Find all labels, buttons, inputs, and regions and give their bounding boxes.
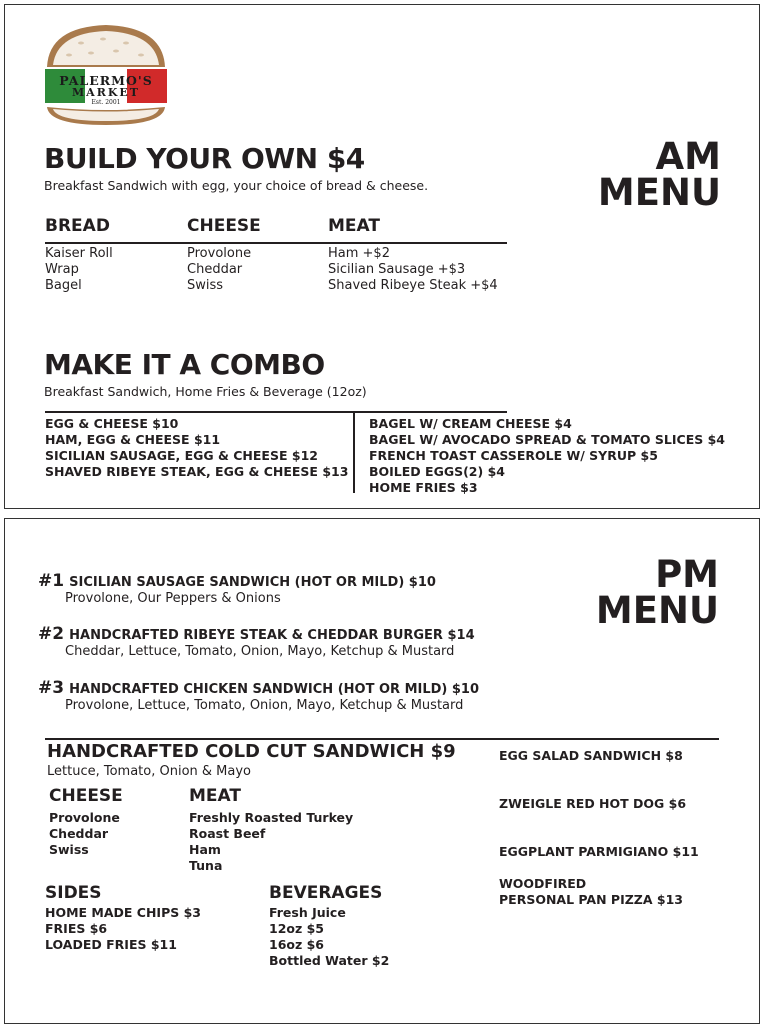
pm-title-line2: MENU (595, 589, 719, 632)
hot-dog-item: ZWEIGLE RED HOT DOG $6 (499, 796, 687, 811)
list-item: HAM, EGG & CHEESE $11 (45, 432, 221, 447)
list-item: Fresh Juice (269, 905, 346, 920)
special-number: #1 (38, 571, 65, 591)
list-item: Swiss (49, 842, 89, 857)
list-item: FRIES $6 (45, 921, 108, 936)
list-item: BOILED EGGS(2) $4 (369, 464, 505, 479)
logo-name: PALERMO'S (59, 73, 153, 88)
am-title-line2: MENU (597, 171, 721, 214)
cheese-heading: CHEESE (187, 216, 261, 236)
list-item: BAGEL W/ CREAM CHEESE $4 (369, 416, 572, 431)
sides-list (45, 905, 201, 953)
list-item: Kaiser Roll (45, 246, 113, 261)
combo-right-list (369, 416, 725, 496)
list-item: Wrap (45, 262, 79, 277)
bread-list (45, 246, 113, 294)
list-item: HOME MADE CHIPS $3 (45, 905, 201, 920)
list-item: Provolone (49, 810, 120, 825)
special-title: SICILIAN SAUSAGE SANDWICH (HOT OR MILD) $10 (69, 575, 436, 590)
cheese-list (187, 246, 251, 294)
list-item: FRENCH TOAST CASSEROLE W/ SYRUP $5 (369, 448, 658, 463)
list-item: Tuna (189, 858, 223, 873)
bread-heading: BREAD (45, 216, 110, 236)
list-item: HOME FRIES $3 (369, 480, 478, 495)
pm-cheese-heading: CHEESE (49, 786, 123, 806)
logo-market: MARKET (72, 86, 140, 99)
pm-cheese-list (49, 810, 120, 858)
pm-menu-panel (4, 518, 760, 1024)
special-description: Provolone, Our Peppers & Onions (65, 591, 281, 606)
build-divider (45, 242, 507, 244)
special-2 (38, 624, 475, 659)
special-description: Provolone, Lettuce, Tomato, Onion, Mayo, Ketchup & Mustard (65, 698, 464, 713)
cold-cut-heading: HANDCRAFTED COLD CUT SANDWICH $9 (47, 741, 456, 762)
meat-list (328, 246, 498, 294)
list-item: LOADED FRIES $11 (45, 937, 177, 952)
combo-left-list (45, 416, 348, 480)
egg-salad-item: EGG SALAD SANDWICH $8 (499, 748, 683, 763)
logo-established: Est. 2001 (91, 99, 121, 106)
list-item: 16oz $6 (269, 937, 325, 952)
pm-divider (45, 738, 719, 740)
special-description: Cheddar, Lettuce, Tomato, Onion, Mayo, Ketchup & Mustard (65, 644, 455, 659)
am-menu-panel (4, 4, 760, 509)
special-number: #3 (38, 678, 65, 698)
special-1 (38, 571, 436, 606)
combo-divider (45, 411, 507, 413)
am-menu-title (597, 135, 721, 214)
build-your-own-heading: BUILD YOUR OWN $4 (44, 142, 365, 175)
list-item: Swiss (187, 278, 224, 293)
special-3 (38, 678, 479, 713)
list-item: Cheddar (187, 262, 243, 277)
sides-heading: SIDES (45, 883, 102, 903)
list-item: EGG & CHEESE $10 (45, 416, 179, 431)
list-item: Provolone (187, 246, 252, 261)
eggplant-item: EGGPLANT PARMIGIANO $11 (499, 844, 699, 859)
combo-column-divider (353, 411, 355, 493)
palermos-market-logo (41, 21, 171, 127)
list-item: Shaved Ribeye Steak +$4 (328, 278, 498, 293)
special-title: HANDCRAFTED RIBEYE STEAK & CHEDDAR BURGER $14 (69, 628, 475, 643)
pizza-item-line1: WOODFIRED (499, 876, 587, 891)
list-item: Cheddar (49, 826, 109, 841)
am-title-line1: AM (655, 135, 721, 178)
beverages-heading: BEVERAGES (269, 883, 383, 903)
list-item: 12oz $5 (269, 921, 325, 936)
list-item: Ham (189, 842, 221, 857)
combo-heading: MAKE IT A COMBO (44, 348, 325, 381)
list-item: Bagel (45, 278, 82, 293)
list-item: SICILIAN SAUSAGE, EGG & CHEESE $12 (45, 448, 318, 463)
special-title: HANDCRAFTED CHICKEN SANDWICH (HOT OR MILD) $10 (69, 682, 480, 697)
cold-cut-subtitle: Lettuce, Tomato, Onion & Mayo (47, 764, 251, 779)
special-number: #2 (38, 624, 65, 644)
pm-title-line1: PM (655, 553, 719, 596)
list-item: SHAVED RIBEYE STEAK, EGG & CHEESE $13 (45, 464, 349, 479)
pm-meat-heading: MEAT (189, 786, 241, 806)
combo-subtitle: Breakfast Sandwich, Home Fries & Beverage (12oz) (44, 384, 367, 399)
list-item: Sicilian Sausage +$3 (328, 262, 466, 277)
list-item: Freshly Roasted Turkey (189, 810, 354, 825)
pm-menu-title (595, 553, 719, 632)
meat-heading: MEAT (328, 216, 380, 236)
list-item: Bottled Water $2 (269, 953, 390, 968)
pm-meat-list (189, 810, 353, 874)
list-item: Ham +$2 (328, 246, 390, 261)
beverages-list (269, 905, 389, 969)
list-item: Roast Beef (189, 826, 266, 841)
build-your-own-subtitle: Breakfast Sandwich with egg, your choice of bread & cheese. (44, 178, 429, 193)
list-item: BAGEL W/ AVOCADO SPREAD & TOMATO SLICES $4 (369, 432, 725, 447)
pizza-item-line2: PERSONAL PAN PIZZA $13 (499, 892, 683, 907)
